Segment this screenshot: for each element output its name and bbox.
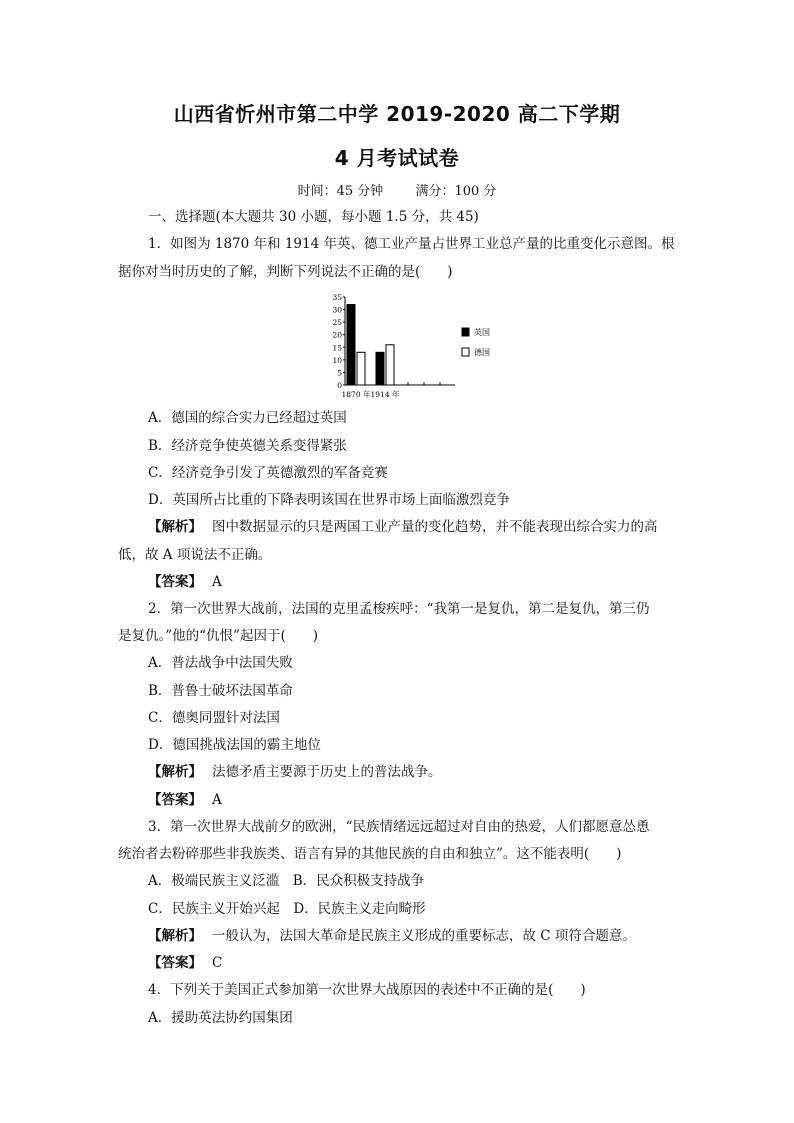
industry-share-chart	[330, 288, 520, 400]
q3-stem-2: 统治者去粉碎那些非我族类、语言有异的其他民族的自由和独立”。这不能表明( )	[118, 846, 622, 862]
q1-option-b: B．经济竞争使英德关系变得紧张	[148, 438, 347, 454]
q1-option-c: C．经济竞争引发了英德激烈的军备竞赛	[148, 465, 388, 481]
q2-stem-2: 是复仇。”他的“仇恨”起因于( )	[118, 628, 318, 644]
q2-option-c: C．德奥同盟针对法国	[148, 710, 280, 726]
time-limit: 时间：45 分钟	[297, 184, 384, 199]
chart-legend	[462, 327, 490, 357]
legend-label: 德国	[474, 348, 490, 357]
q1-answer-value: A	[212, 574, 222, 590]
q1-analysis-text-2: 低，故 A 项说法不正确。	[118, 547, 272, 563]
legend-swatch	[462, 348, 469, 356]
exam-meta	[0, 180, 794, 199]
bar-uk-1	[376, 352, 384, 385]
title-line-1: 山西省忻州市第二中学 2019-2020 高二下学期	[173, 102, 621, 126]
q3-analysis-text-1: 一般认为，法国大革命是民族主义形成的重要标志，故 C 项符合题意。	[212, 928, 636, 944]
q2-answer-value: A	[212, 792, 222, 808]
q2-option-a: A．普法战争中法国失败	[148, 655, 293, 671]
q3-answer-value: C	[212, 955, 223, 971]
x-tick-label: 1870 年	[341, 390, 371, 399]
analysis-label: 【解析】	[148, 764, 202, 780]
q1-option-d: D．英国所占比重的下降表明该国在世界市场上面临激烈竞争	[148, 492, 510, 508]
analysis-label: 【解析】	[148, 519, 202, 535]
y-tick-label: 10	[332, 355, 342, 365]
q1-option-a: A．德国的综合实力已经超过英国	[148, 410, 347, 426]
y-tick-label: 5	[337, 368, 342, 378]
full-score: 满分：100 分	[415, 184, 497, 199]
q4-stem-1: 4．下列关于美国正式参加第一次世界大战原因的表述中不正确的是( )	[148, 982, 586, 998]
q1-stem-2: 据你对当时历史的了解，判断下列说法不正确的是( )	[118, 264, 453, 280]
q3-options-row-2: C．民族主义开始兴起 D．民族主义走向畸形	[148, 901, 426, 917]
bar-de-1	[386, 345, 394, 385]
y-tick-label: 0	[337, 381, 342, 390]
q3-answer	[148, 953, 222, 973]
y-tick-label: 35	[332, 293, 342, 302]
q2-option-d: D．德国挑战法国的霸主地位	[148, 737, 321, 753]
y-tick-label: 20	[332, 330, 342, 340]
x-tick-label: 1914 年	[370, 390, 400, 399]
q2-stem-1: 2．第一次世界大战前，法国的克里孟梭疾呼：“我第一是复仇，第二是复仇，第三仍	[148, 601, 650, 617]
bar-uk-0	[347, 305, 355, 385]
q2-answer	[148, 790, 222, 810]
bar-group	[347, 305, 394, 385]
q4-option-a: A．援助英法协约国集团	[148, 1010, 293, 1026]
y-tick-label: 25	[332, 318, 342, 328]
q1-analysis	[148, 517, 658, 537]
q2-analysis-text-1: 法德矛盾主要源于历史上的普法战争。	[212, 764, 442, 780]
bar-de-0	[357, 352, 365, 385]
q2-option-b: B．普鲁士破坏法国革命	[148, 683, 293, 699]
y-tick-label: 15	[332, 343, 342, 353]
q2-analysis	[148, 762, 442, 782]
q1-answer	[148, 572, 222, 592]
answer-label: 【答案】	[148, 955, 202, 971]
title-line-2: 4 月考试试卷	[334, 146, 460, 170]
y-tick-label: 30	[332, 305, 342, 315]
q3-options-row-1: A．极端民族主义泛滥 B．民众积极支持战争	[148, 873, 425, 889]
q1-stem-1: 1．如图为 1870 年和 1914 年英、德工业产量占世界工业总产量的比重变化示意图。根	[148, 236, 675, 252]
x-axis-labels	[342, 389, 400, 399]
legend-swatch	[462, 328, 469, 336]
q3-stem-1: 3．第一次世界大战前夕的欧洲，“民族情绪远远超过对自由的热爱，人们都愿意怂恿	[148, 819, 650, 835]
answer-label: 【答案】	[148, 574, 202, 590]
q3-analysis	[148, 926, 636, 946]
section-heading: 一、选择题(本大题共 30 小题，每小题 1.5 分，共 45)	[148, 209, 479, 225]
answer-label: 【答案】	[148, 792, 202, 808]
legend-label: 英国	[474, 328, 490, 337]
q1-analysis-text-1: 图中数据显示的只是两国工业产量的变化趋势，并不能表现出综合实力的高	[212, 519, 658, 535]
analysis-label: 【解析】	[148, 928, 202, 944]
